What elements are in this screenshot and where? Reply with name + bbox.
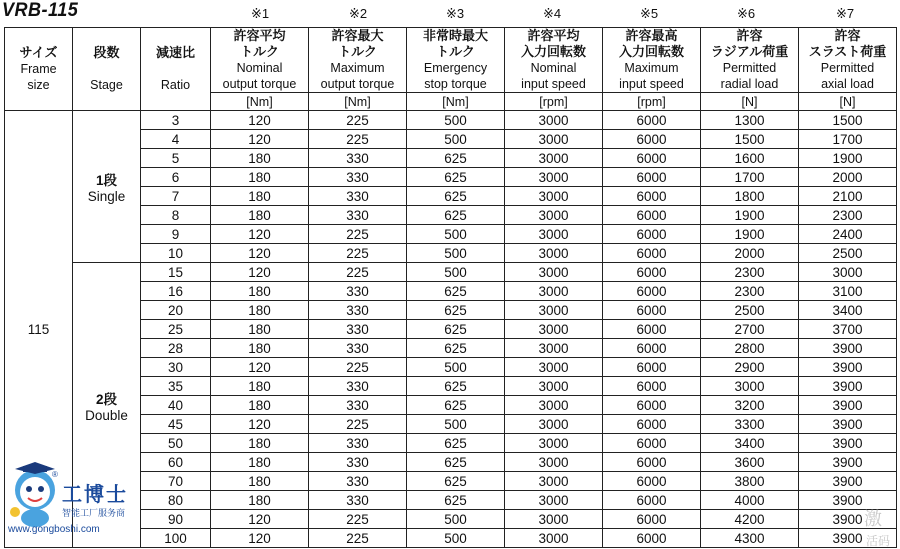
value-cell: 225 — [309, 111, 407, 130]
ratio-cell: 80 — [141, 491, 211, 510]
header-ratio: 減速比 Ratio — [141, 28, 211, 111]
value-cell: 180 — [211, 282, 309, 301]
value-cell: 6000 — [603, 168, 701, 187]
unit-cell: [rpm] — [603, 93, 701, 111]
unit-cell: [Nm] — [309, 93, 407, 111]
ratio-cell: 60 — [141, 453, 211, 472]
value-cell: 3000 — [505, 491, 603, 510]
header-max-torque: 許容最大 トルク Maximum output torque — [309, 28, 407, 93]
table-row — [5, 111, 897, 130]
value-cell: 1500 — [799, 111, 897, 130]
value-cell: 3900 — [799, 453, 897, 472]
ratio-cell: 45 — [141, 415, 211, 434]
value-cell: 1700 — [799, 130, 897, 149]
value-cell: 330 — [309, 434, 407, 453]
value-cell: 4200 — [701, 510, 799, 529]
logo-registered-mark: ® — [52, 470, 58, 479]
value-cell: 3000 — [505, 529, 603, 548]
value-cell: 6000 — [603, 377, 701, 396]
value-cell: 120 — [211, 510, 309, 529]
note-1: ※1 — [250, 6, 270, 21]
value-cell: 180 — [211, 491, 309, 510]
header-nominal-torque: 許容平均 トルク Nominal output torque — [211, 28, 309, 93]
value-cell: 6000 — [603, 130, 701, 149]
value-cell: 3900 — [799, 472, 897, 491]
value-cell: 3000 — [799, 263, 897, 282]
value-cell: 120 — [211, 111, 309, 130]
value-cell: 120 — [211, 130, 309, 149]
value-cell: 6000 — [603, 282, 701, 301]
value-cell: 3000 — [505, 434, 603, 453]
value-cell: 2900 — [701, 358, 799, 377]
value-cell: 500 — [407, 263, 505, 282]
ratio-cell: 5 — [141, 149, 211, 168]
header-emergency-torque: 非常時最大 トルク Emergency stop torque — [407, 28, 505, 93]
value-cell: 6000 — [603, 434, 701, 453]
value-cell: 3000 — [505, 396, 603, 415]
stage-jp: 2段 — [95, 391, 117, 407]
value-cell: 3600 — [701, 453, 799, 472]
value-cell: 4300 — [701, 529, 799, 548]
value-cell: 6000 — [603, 244, 701, 263]
value-cell: 330 — [309, 282, 407, 301]
value-cell: 225 — [309, 529, 407, 548]
note-6: ※6 — [736, 6, 756, 21]
ratio-cell: 90 — [141, 510, 211, 529]
ratio-cell: 4 — [141, 130, 211, 149]
table-row — [5, 263, 897, 282]
value-cell: 625 — [407, 187, 505, 206]
value-cell: 625 — [407, 339, 505, 358]
value-cell: 6000 — [603, 529, 701, 548]
value-cell: 3000 — [505, 187, 603, 206]
value-cell: 6000 — [603, 225, 701, 244]
unit-cell: [Nm] — [407, 93, 505, 111]
value-cell: 180 — [211, 149, 309, 168]
ratio-cell: 28 — [141, 339, 211, 358]
value-cell: 625 — [407, 301, 505, 320]
value-cell: 625 — [407, 206, 505, 225]
note-3: ※3 — [445, 6, 465, 21]
value-cell: 1300 — [701, 111, 799, 130]
value-cell: 625 — [407, 168, 505, 187]
value-cell: 2300 — [799, 206, 897, 225]
value-cell: 3800 — [701, 472, 799, 491]
unit-cell: [rpm] — [505, 93, 603, 111]
ratio-cell: 7 — [141, 187, 211, 206]
value-cell: 180 — [211, 396, 309, 415]
value-cell: 6000 — [603, 415, 701, 434]
header-radial-load: 許容 ラジアル荷重 Permitted radial load — [701, 28, 799, 93]
header-size: サイズ Frame size — [5, 28, 73, 111]
ratio-cell: 40 — [141, 396, 211, 415]
unit-cell: [N] — [799, 93, 897, 111]
value-cell: 625 — [407, 377, 505, 396]
value-cell: 330 — [309, 339, 407, 358]
value-cell: 3000 — [505, 130, 603, 149]
value-cell: 180 — [211, 377, 309, 396]
value-cell: 6000 — [603, 339, 701, 358]
value-cell: 120 — [211, 358, 309, 377]
value-cell: 625 — [407, 396, 505, 415]
value-cell: 2000 — [799, 168, 897, 187]
value-cell: 500 — [407, 529, 505, 548]
header-max-speed: 許容最高 入力回転数 Maximum input speed — [603, 28, 701, 93]
ratio-cell: 15 — [141, 263, 211, 282]
value-cell: 3000 — [505, 377, 603, 396]
value-cell: 225 — [309, 225, 407, 244]
value-cell: 180 — [211, 339, 309, 358]
page-title: VRB-115 — [2, 0, 79, 21]
value-cell: 3100 — [799, 282, 897, 301]
value-cell: 1500 — [701, 130, 799, 149]
watermark-text-2: 活码 — [866, 534, 891, 548]
value-cell: 625 — [407, 282, 505, 301]
value-cell: 3000 — [505, 358, 603, 377]
value-cell: 1700 — [701, 168, 799, 187]
logo-subtitle: 智能工厂服务商 — [62, 508, 126, 518]
stage-single-cell — [73, 111, 141, 263]
value-cell: 3900 — [799, 377, 897, 396]
value-cell: 3900 — [799, 358, 897, 377]
value-cell: 330 — [309, 396, 407, 415]
ratio-cell: 9 — [141, 225, 211, 244]
value-cell: 120 — [211, 529, 309, 548]
value-cell: 2100 — [799, 187, 897, 206]
value-cell: 3900 — [799, 339, 897, 358]
value-cell: 625 — [407, 434, 505, 453]
value-cell: 180 — [211, 472, 309, 491]
value-cell: 3000 — [505, 206, 603, 225]
value-cell: 2300 — [701, 282, 799, 301]
value-cell: 1800 — [701, 187, 799, 206]
value-cell: 6000 — [603, 206, 701, 225]
value-cell: 3200 — [701, 396, 799, 415]
value-cell: 6000 — [603, 187, 701, 206]
value-cell: 3000 — [505, 282, 603, 301]
value-cell: 1900 — [701, 225, 799, 244]
value-cell: 2000 — [701, 244, 799, 263]
value-cell: 330 — [309, 168, 407, 187]
value-cell: 180 — [211, 320, 309, 339]
value-cell: 330 — [309, 206, 407, 225]
stage-en: Double — [85, 407, 128, 423]
value-cell: 180 — [211, 434, 309, 453]
ratio-cell: 16 — [141, 282, 211, 301]
ratio-cell: 3 — [141, 111, 211, 130]
note-4: ※4 — [542, 6, 562, 21]
value-cell: 120 — [211, 415, 309, 434]
value-cell: 120 — [211, 244, 309, 263]
value-cell: 500 — [407, 415, 505, 434]
ratio-cell: 50 — [141, 434, 211, 453]
value-cell: 6000 — [603, 263, 701, 282]
value-cell: 3400 — [701, 434, 799, 453]
unit-cell: [N] — [701, 93, 799, 111]
value-cell: 1900 — [799, 149, 897, 168]
value-cell: 625 — [407, 320, 505, 339]
ratio-cell: 30 — [141, 358, 211, 377]
value-cell: 3000 — [505, 263, 603, 282]
value-cell: 6000 — [603, 320, 701, 339]
value-cell: 225 — [309, 244, 407, 263]
value-cell: 330 — [309, 472, 407, 491]
frame-size-cell: 115 — [5, 111, 73, 548]
header-nominal-speed: 許容平均 入力回転数 Nominal input speed — [505, 28, 603, 93]
value-cell: 3000 — [505, 111, 603, 130]
value-cell: 4000 — [701, 491, 799, 510]
value-cell: 6000 — [603, 111, 701, 130]
value-cell: 3900 — [799, 510, 897, 529]
value-cell: 6000 — [603, 491, 701, 510]
value-cell: 2500 — [799, 244, 897, 263]
value-cell: 3000 — [505, 301, 603, 320]
value-cell: 225 — [309, 130, 407, 149]
value-cell: 2500 — [701, 301, 799, 320]
value-cell: 6000 — [603, 510, 701, 529]
value-cell: 3900 — [799, 434, 897, 453]
value-cell: 3900 — [799, 415, 897, 434]
value-cell: 6000 — [603, 472, 701, 491]
value-cell: 500 — [407, 244, 505, 263]
value-cell: 3900 — [799, 396, 897, 415]
value-cell: 180 — [211, 206, 309, 225]
value-cell: 2400 — [799, 225, 897, 244]
value-cell: 3000 — [505, 149, 603, 168]
ratio-cell: 10 — [141, 244, 211, 263]
logo-url: www.gongboshi.com — [8, 524, 100, 535]
value-cell: 1600 — [701, 149, 799, 168]
ratio-cell: 8 — [141, 206, 211, 225]
ratio-cell: 100 — [141, 529, 211, 548]
value-cell: 3900 — [799, 491, 897, 510]
value-cell: 330 — [309, 149, 407, 168]
value-cell: 6000 — [603, 453, 701, 472]
value-cell: 625 — [407, 149, 505, 168]
value-cell: 3300 — [701, 415, 799, 434]
value-cell: 180 — [211, 301, 309, 320]
value-cell: 2300 — [701, 263, 799, 282]
value-cell: 6000 — [603, 149, 701, 168]
unit-cell: [Nm] — [211, 93, 309, 111]
header-axial-load: 許容 スラスト荷重 Permitted axial load — [799, 28, 897, 93]
value-cell: 3700 — [799, 320, 897, 339]
value-cell: 500 — [407, 510, 505, 529]
value-cell: 2800 — [701, 339, 799, 358]
value-cell: 3000 — [505, 225, 603, 244]
value-cell: 3000 — [505, 453, 603, 472]
stage-en: Single — [87, 189, 126, 204]
ratio-cell: 20 — [141, 301, 211, 320]
ratio-cell: 70 — [141, 472, 211, 491]
value-cell: 120 — [211, 263, 309, 282]
value-cell: 225 — [309, 510, 407, 529]
value-cell: 3000 — [505, 472, 603, 491]
logo-name: 工博士 — [62, 482, 128, 506]
value-cell: 120 — [211, 225, 309, 244]
value-cell: 500 — [407, 130, 505, 149]
value-cell: 3900 — [799, 529, 897, 548]
value-cell: 330 — [309, 320, 407, 339]
value-cell: 2700 — [701, 320, 799, 339]
value-cell: 6000 — [603, 358, 701, 377]
header-row — [5, 28, 897, 93]
value-cell: 180 — [211, 187, 309, 206]
value-cell: 6000 — [603, 301, 701, 320]
value-cell: 500 — [407, 225, 505, 244]
value-cell: 625 — [407, 491, 505, 510]
value-cell: 330 — [309, 491, 407, 510]
value-cell: 500 — [407, 111, 505, 130]
value-cell: 3000 — [505, 168, 603, 187]
value-cell: 330 — [309, 301, 407, 320]
value-cell: 330 — [309, 377, 407, 396]
value-cell: 225 — [309, 358, 407, 377]
value-cell: 500 — [407, 358, 505, 377]
ratio-cell: 6 — [141, 168, 211, 187]
value-cell: 180 — [211, 453, 309, 472]
watermark-text: 激 — [864, 509, 882, 529]
value-cell: 3000 — [505, 415, 603, 434]
value-cell: 625 — [407, 453, 505, 472]
value-cell: 225 — [309, 263, 407, 282]
header-stage: 段数 Stage — [73, 28, 141, 111]
value-cell: 225 — [309, 415, 407, 434]
value-cell: 3000 — [505, 244, 603, 263]
value-cell: 180 — [211, 168, 309, 187]
ratio-cell: 25 — [141, 320, 211, 339]
value-cell: 3000 — [701, 377, 799, 396]
value-cell: 3000 — [505, 510, 603, 529]
value-cell: 330 — [309, 453, 407, 472]
ratio-cell: 35 — [141, 377, 211, 396]
value-cell: 6000 — [603, 396, 701, 415]
value-cell: 1900 — [701, 206, 799, 225]
value-cell: 3000 — [505, 320, 603, 339]
stage-jp: 1段 — [95, 173, 117, 188]
note-5: ※5 — [639, 6, 659, 21]
value-cell: 625 — [407, 472, 505, 491]
value-cell: 330 — [309, 187, 407, 206]
value-cell: 3400 — [799, 301, 897, 320]
note-7: ※7 — [835, 6, 855, 21]
value-cell: 3000 — [505, 339, 603, 358]
note-markers — [0, 6, 900, 26]
note-2: ※2 — [348, 6, 368, 21]
